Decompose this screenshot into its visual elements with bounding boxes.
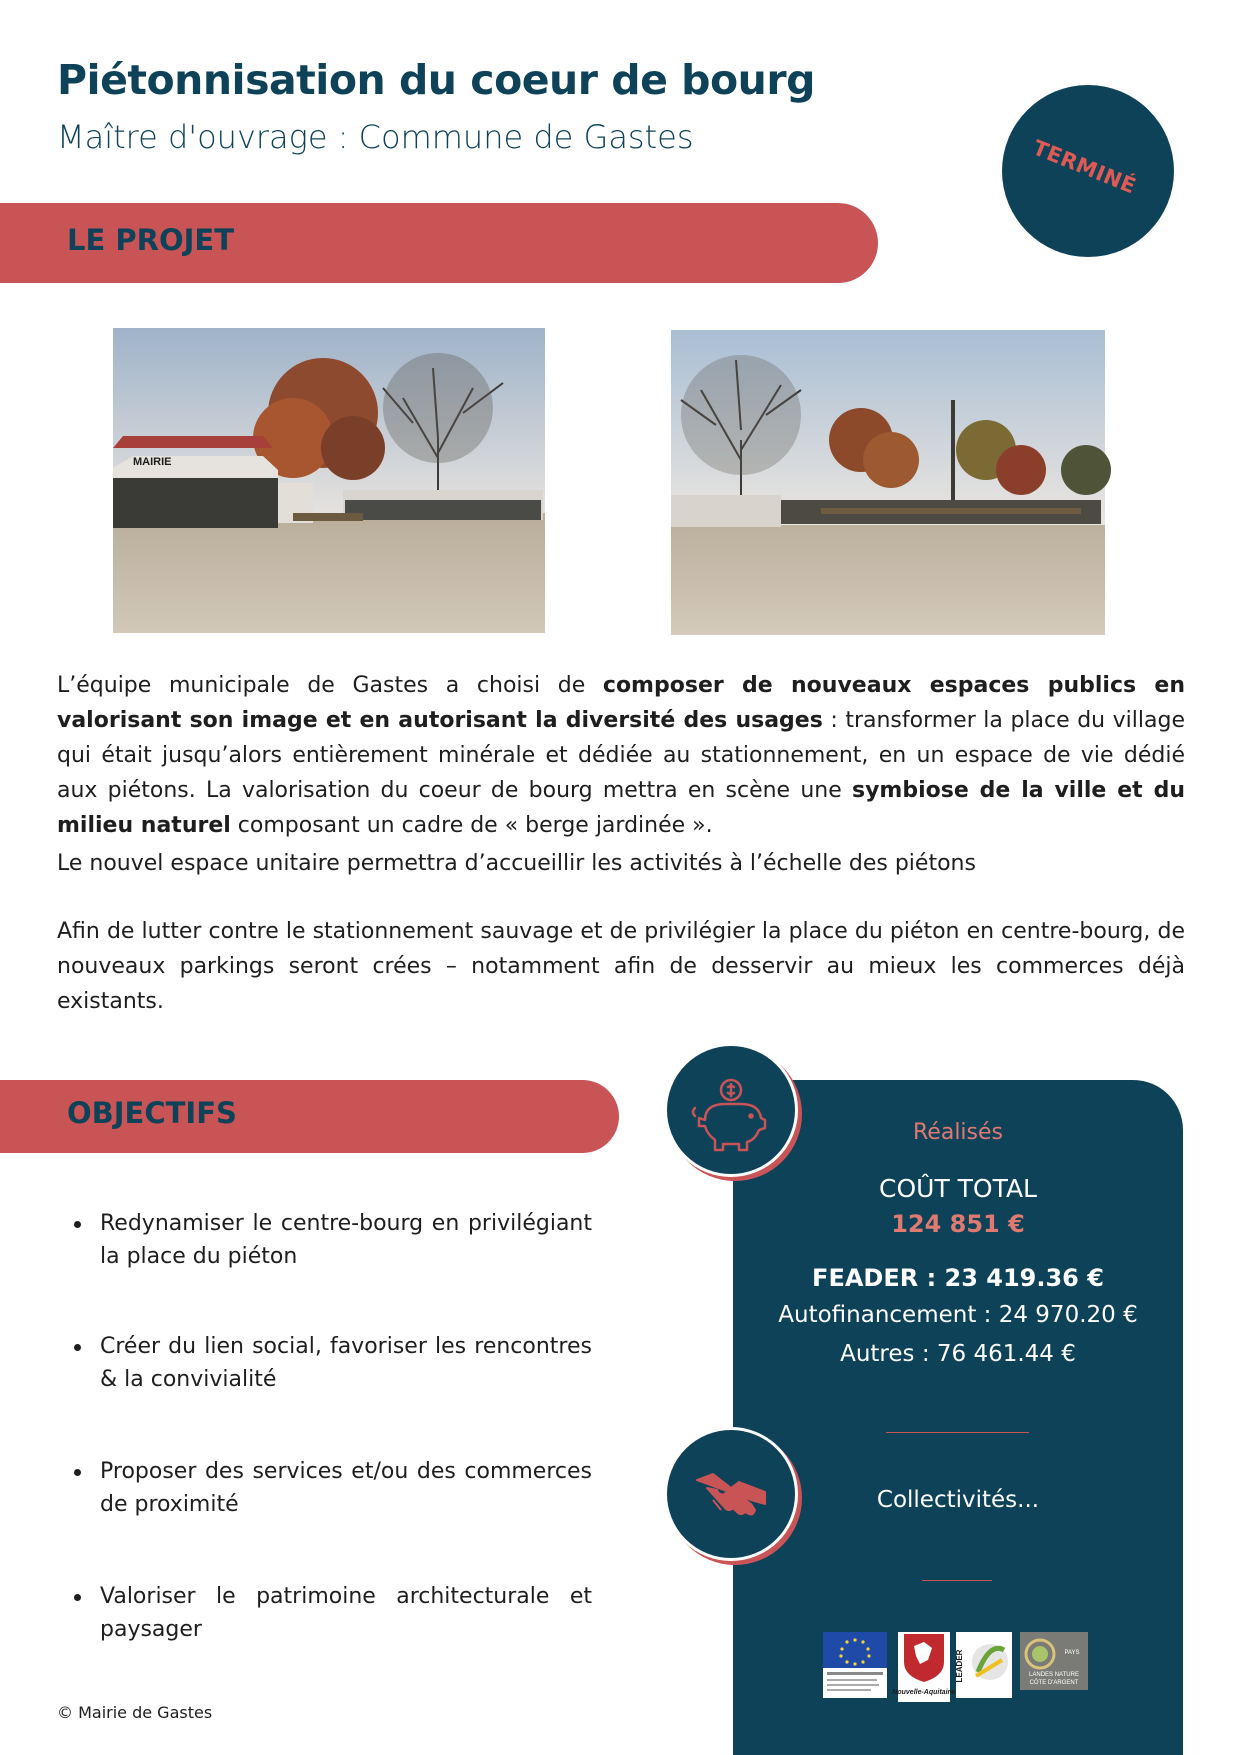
pays-logo-line3: CÔTE D'ARGENT xyxy=(1029,1680,1079,1686)
pays-landes-logo xyxy=(1020,1632,1088,1690)
region-logo-text: Nouvelle-Aquitaine xyxy=(892,1689,956,1696)
status-badge xyxy=(1002,85,1174,257)
eu-logo xyxy=(823,1632,887,1698)
project-text-part: L’équipe municipale de Gastes a choisi de xyxy=(57,673,603,698)
list-item: Redynamiser le centre-bourg en privilégiant la place du piéton xyxy=(100,1207,592,1273)
total-cost-value: 124 851 € xyxy=(891,1210,1025,1238)
autres-amount: Autres : 76 461.44 € xyxy=(840,1341,1076,1367)
piggy-bank-icon xyxy=(664,1043,798,1177)
objectives-section-title: OBJECTIFS xyxy=(67,1096,237,1130)
funding-status: Réalisés xyxy=(913,1120,1003,1145)
page-title: Piétonnisation du coeur de bourg xyxy=(57,56,815,104)
project-text-part: composant un cadre de « berge jardinée ». xyxy=(230,813,713,838)
photo-credit: © Mairie de Gastes xyxy=(57,1703,213,1722)
list-item: Proposer des services et/ou des commerces de proximité xyxy=(100,1455,592,1521)
partners-label: Collectivités... xyxy=(876,1487,1040,1513)
photo-town-hall-square xyxy=(113,328,545,633)
feader-amount: FEADER : 23 419.36 € xyxy=(812,1264,1104,1292)
project-paragraph-2: Le nouvel espace unitaire permettra d’accueillir les activités à l’échelle des piétons xyxy=(57,851,976,876)
pays-logo-line2: LANDES NATURE xyxy=(1029,1672,1079,1678)
pays-logo-line1: PAYS xyxy=(1064,1650,1080,1656)
divider xyxy=(886,1432,1029,1433)
region-logo xyxy=(892,1632,956,1702)
project-text-emphasis: symbiose de la ville et du milieu naturel xyxy=(57,778,1185,838)
autofinancement-amount: Autofinancement : 24 970.20 € xyxy=(778,1302,1138,1328)
mairie-sign: MAIRIE xyxy=(133,456,172,468)
list-item: Valoriser le patrimoine architecturale et paysager xyxy=(100,1580,592,1646)
total-cost-label: COÛT TOTAL xyxy=(879,1174,1037,1203)
project-section-title: LE PROJET xyxy=(67,223,235,257)
list-item: Créer du lien social, favoriser les rencontres & la convivialité xyxy=(100,1330,592,1396)
project-section-banner xyxy=(0,203,878,283)
leader-logo-text: LEADER xyxy=(955,1649,964,1683)
divider xyxy=(922,1580,992,1581)
page-subtitle: Maître d'ouvrage : Commune de Gastes xyxy=(57,118,694,156)
project-text-part: : transformer la place du village qui était jusqu’alors entièrement minérale et dédiée au stationnement, en un espace de vie dédié aux piétons. La valorisation du coeur de bourg mettra en scène une xyxy=(57,708,1185,803)
status-badge-label: TERMINÉ xyxy=(1029,135,1140,199)
leader-logo xyxy=(956,1632,1012,1698)
project-paragraph-3: Afin de lutter contre le stationnement sauvage et de privilégier la place du piéton en centre-bourg, de nouveaux parkings seront crées – notamment afin de desservir au mieux les commerces déjà existants. xyxy=(57,919,1185,1014)
project-description xyxy=(57,668,1185,843)
objectives-section-banner xyxy=(0,1080,619,1153)
project-text-emphasis: composer de nouveaux espaces publics en valorisant son image et en autorisant la diversité des usages xyxy=(57,673,1186,733)
photo-square-view xyxy=(671,330,1105,635)
